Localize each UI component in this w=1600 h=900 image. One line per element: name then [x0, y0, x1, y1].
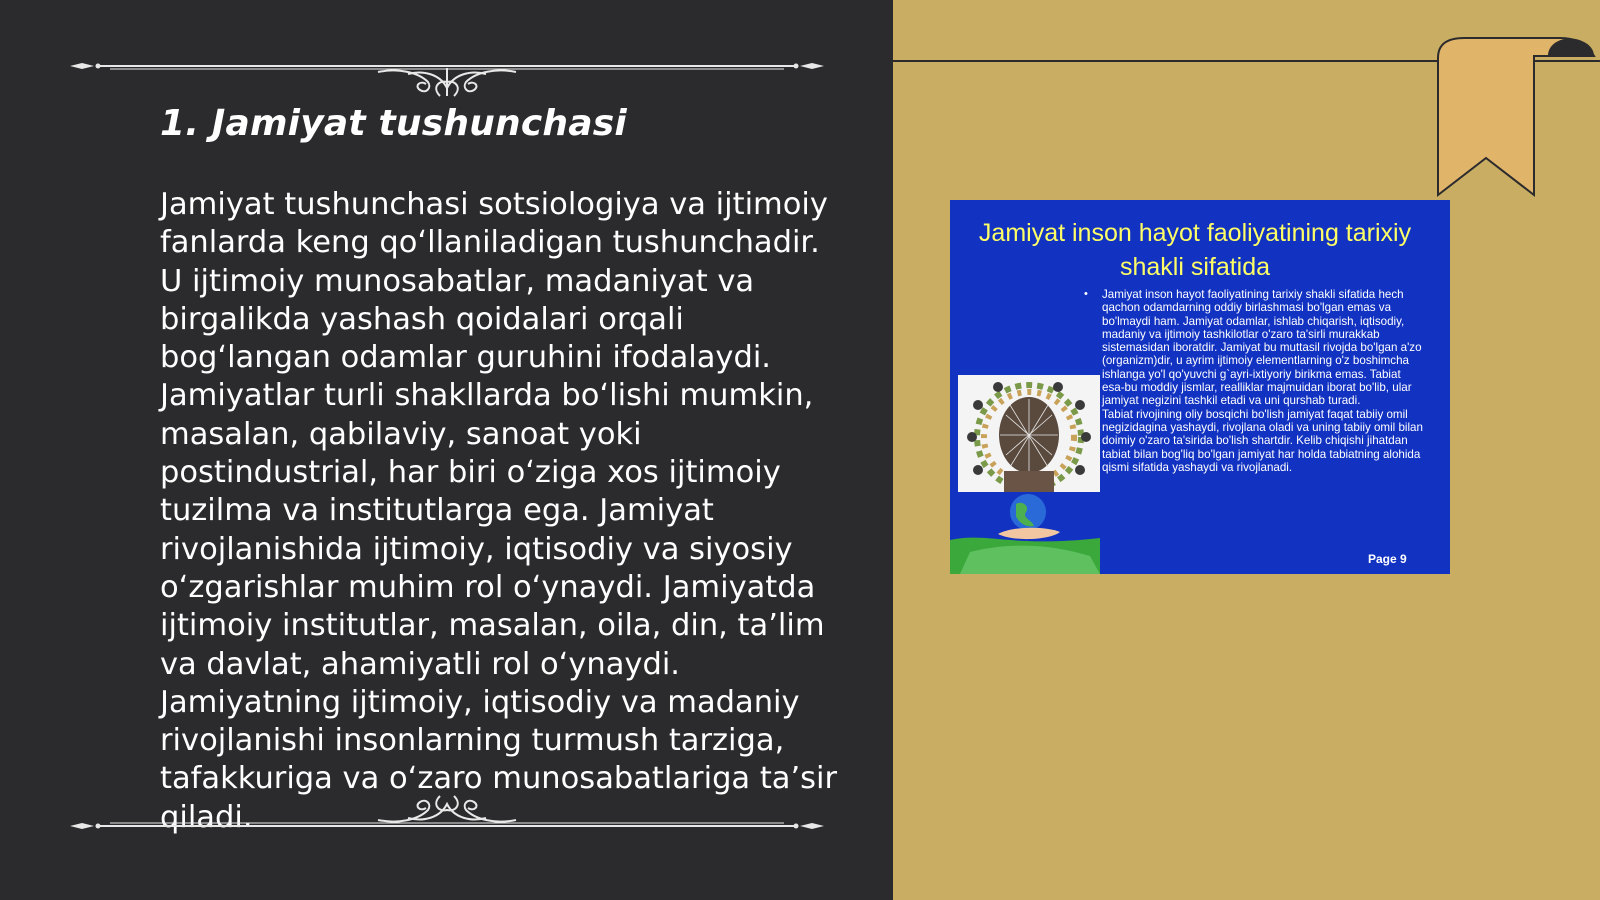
- embedded-slide-image: [950, 200, 1450, 574]
- slide-paragraph-1: Jamiyat inson hayot faoliyatining tarixiy shakli sifatida hech qachon odamdarning oddiy birlashmasi bo'lgan emas va bo'lmaydi ham. Jamiyat odamlar, ishlab chiqarish, iqtisodiy, madaniy va ijtimoiy tashkilotlar o'zaro ta'sirli murakkab sistemasidan iboratdir. Jamiyat bu muttasil rivojda bo'lgan a'zo (organizm)dir, u ayrim ijtimoiy elementlarning o'z boshimcha ishlanga yo'l qo'yuvchi g`ayri-ixtiyoriy birikma emas. Tabiat esa-bu moddiy jismlar, realliklar majmuidan iborat bo'lib, ular jamiyat negizini tashkil etadi va uni qurshab turadi.: [1102, 288, 1422, 408]
- slide-bullet: •: [1084, 288, 1088, 300]
- slide-page-label: Page 9: [1368, 552, 1407, 566]
- ornament-divider-bottom-icon: [68, 780, 826, 840]
- people-circle-head-photo: [958, 375, 1100, 497]
- ornament-divider-top-icon: [68, 38, 826, 98]
- body-paragraph: Jamiyat tushunchasi sotsiologiya va ijtimoiy fanlarda keng qo‘llaniladigan tushunchadir. U ijtimoiy munosabatlar, madaniyat va birgalikda yashash qoidalari orqali bog‘langan odamlar guruhini ifodalaydi. Jamiyatlar turli shakllarda bo‘lishi mumkin, masalan, qabilaviy, sanoat yoki postindustrial, har biri o‘ziga xos ijtimoiy tuzilma va institutlarga ega. Jamiyat rivojlanishida ijtimoiy, iqtisodiy va siyosiy o‘zgarishlar muhim rol o‘ynaydi. Jamiyatda ijtimoiy institutlar, masalan, oila, din, ta’lim va davlat, ahamiyatli rol o‘ynaydi. Jamiyatning ijtimoiy, iqtisodiy va madaniy rivojlanishi insonlarning turmush tarziga, tafakkuriga va o‘zaro munosabatlariga ta’sir qiladi.: [160, 187, 838, 835]
- slide-body: [1102, 288, 1424, 474]
- globe-in-hand-image: [950, 492, 1100, 574]
- slide-title: Jamiyat inson hayot faoliyatining tarixiy shakli sifatida: [978, 219, 1412, 281]
- bookmark-ribbon-icon: [1430, 30, 1600, 200]
- slide-paragraph-2: Tabiat rivojining oliy bosqichi bo'lish jamiyat faqat tabiiy omil negizidagina yashaydi, rivojlana oladi va uning tabiiy omil bilan doimiy o'zaro ta'sirida bo'lish shartdir. Kelib chiqishi jihatdan tabiat bilan bog'liq bo'lgan jamiyat har holda tabiatning alohida qismi sifatida yashaydi va rivojlanadi.: [1102, 407, 1423, 474]
- page-title: 1. Jamiyat tushunchasi: [160, 103, 627, 144]
